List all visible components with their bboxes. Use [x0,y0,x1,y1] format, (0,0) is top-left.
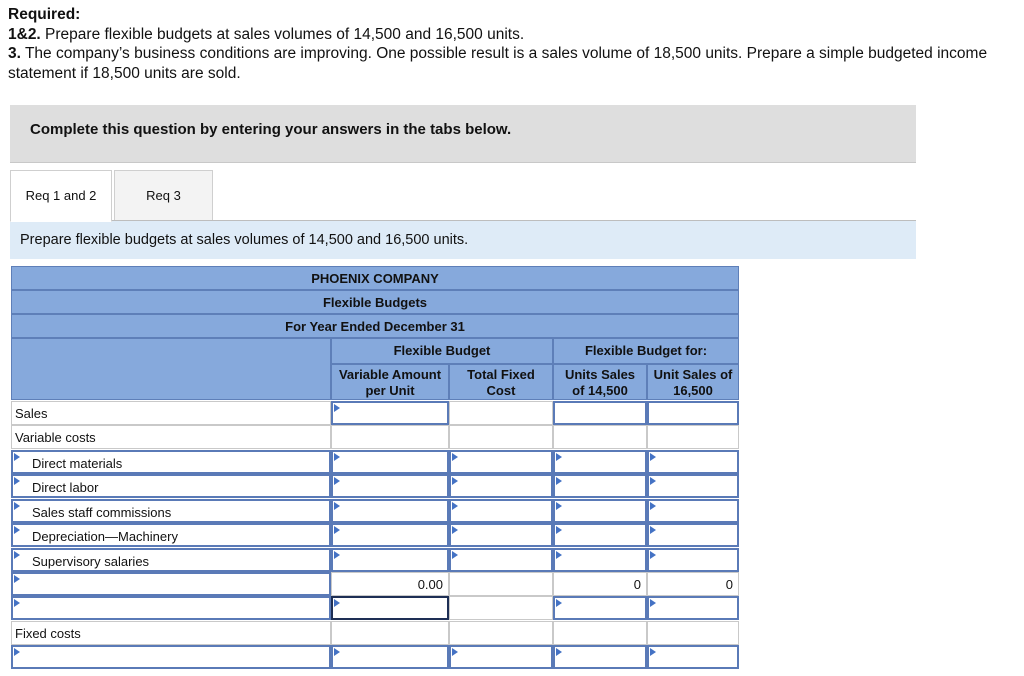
sales-staff-16500-input[interactable] [647,499,739,523]
cell [449,572,553,596]
input-marker-icon [556,477,562,485]
cell [331,621,449,645]
cell [449,401,553,425]
sales-staff-label-input[interactable] [11,499,331,523]
input-marker-icon [14,599,20,607]
input-marker-icon [334,648,340,656]
cell [647,621,739,645]
header-total-fixed-cost: Total Fixed Cost [449,364,553,400]
input-marker-icon [14,575,20,583]
company-name: PHOENIX COMPANY [11,266,739,290]
header-units-16500: Unit Sales of 16,500 [647,364,739,400]
fixed-cost-label-input[interactable] [11,645,331,669]
direct-labor-variable-input[interactable] [331,474,449,498]
tab-label: Req 3 [146,188,181,203]
input-marker-icon [452,477,458,485]
tab-instruction [10,221,916,259]
banner-text: Complete this question by entering your answers in the tabs below. [30,121,512,138]
table-row [11,474,739,498]
depreciation-fixed-input[interactable] [449,523,553,547]
margin-16500-input[interactable] [647,596,739,620]
header-variable-amount: Variable Amount per Unit [331,364,449,400]
sales-variable-input[interactable] [331,401,449,425]
input-marker-icon [334,551,340,559]
tab-instruction-text: Prepare flexible budgets at sales volumes of 14,500 and 16,500 units. [20,232,469,248]
input-marker-icon [14,453,20,461]
supervisory-14500-input[interactable] [553,548,647,572]
table-row [11,401,739,425]
tab-req-1-and-2[interactable] [10,170,112,222]
direct-labor-14500-input[interactable] [553,474,647,498]
row-label: Depreciation—Machinery [32,529,178,544]
row-label: Variable costs [11,425,331,449]
row-label: Fixed costs [11,621,331,645]
direct-materials-16500-input[interactable] [647,450,739,474]
supervisory-variable-input[interactable] [331,548,449,572]
group-flexible-budget: Flexible Budget [331,338,553,364]
table-row [11,450,739,474]
table-row [11,596,739,620]
input-marker-icon [452,502,458,510]
row-label: Sales staff commissions [32,505,172,520]
total-units-16500: 0 [647,572,739,596]
table-row [11,572,739,596]
direct-materials-14500-input[interactable] [553,450,647,474]
item1-text: Prepare flexible budgets at sales volumes of 14,500 and 16,500 units. [40,25,525,43]
input-marker-icon [334,599,340,607]
table-row [11,548,739,572]
fixed-cost-variable-input[interactable] [331,645,449,669]
input-marker-icon [14,502,20,510]
item1-number: 1&2. [8,25,41,43]
input-marker-icon [334,502,340,510]
label-column-header [11,338,331,400]
tab-req-3[interactable] [114,170,213,222]
sales-staff-14500-input[interactable] [553,499,647,523]
total-variable-amount: 0.00 [331,572,449,596]
required-instructions [8,5,1018,83]
input-marker-icon [14,526,20,534]
sales-staff-fixed-input[interactable] [449,499,553,523]
total-variable-label-input[interactable] [11,572,331,596]
item3-text: The company’s business conditions are improving. One possible result is a sales volume of 18,500 units. Prepare a simple budgeted income statement if 18,500 units are sold. [8,45,988,82]
statement-period: For Year Ended December 31 [11,314,739,338]
margin-14500-input[interactable] [553,596,647,620]
input-marker-icon [452,453,458,461]
margin-variable-input[interactable] [331,596,449,620]
sales-14500-input[interactable] [553,401,647,425]
group-flexible-budget-for: Flexible Budget for: [553,338,739,364]
input-marker-icon [452,648,458,656]
sales-staff-variable-input[interactable] [331,499,449,523]
supervisory-label-input[interactable] [11,548,331,572]
table-row [11,645,739,669]
fixed-cost-fixed-input[interactable] [449,645,553,669]
table-row [11,523,739,547]
required-heading: Required: [8,6,81,23]
cell [553,425,647,449]
row-label: Direct materials [32,456,123,471]
total-units-14500: 0 [553,572,647,596]
input-marker-icon [556,551,562,559]
cell [449,596,553,620]
instruction-banner [10,105,916,163]
statement-title: Flexible Budgets [11,290,739,314]
fixed-cost-14500-input[interactable] [553,645,647,669]
supervisory-fixed-input[interactable] [449,548,553,572]
table-row [11,499,739,523]
input-marker-icon [14,551,20,559]
input-marker-icon [556,453,562,461]
table-row [11,621,739,645]
depreciation-14500-input[interactable] [553,523,647,547]
sales-16500-input[interactable] [647,401,739,425]
direct-labor-label-input[interactable] [11,474,331,498]
item3-number: 3. [8,45,21,62]
cell [647,425,739,449]
cell [553,621,647,645]
input-marker-icon [650,453,656,461]
tab-label: Req 1 and 2 [25,188,97,203]
row-label: Direct labor [32,480,99,495]
supervisory-16500-input[interactable] [647,548,739,572]
cell [331,425,449,449]
input-marker-icon [556,599,562,607]
direct-labor-16500-input[interactable] [647,474,739,498]
input-marker-icon [14,648,20,656]
input-marker-icon [650,477,656,485]
input-marker-icon [334,477,340,485]
depreciation-16500-input[interactable] [647,523,739,547]
row-label: Sales [11,401,331,425]
input-marker-icon [334,404,340,412]
input-marker-icon [556,648,562,656]
direct-labor-fixed-input[interactable] [449,474,553,498]
row-label: Supervisory salaries [32,554,150,569]
input-marker-icon [14,477,20,485]
input-marker-icon [650,502,656,510]
flexible-budget-sheet [11,266,739,676]
header-units-14500: Units Sales of 14,500 [553,364,647,400]
input-marker-icon [334,453,340,461]
direct-materials-variable-input[interactable] [331,450,449,474]
cell [449,425,553,449]
cell [449,621,553,645]
input-marker-icon [650,526,656,534]
input-marker-icon [650,599,656,607]
input-marker-icon [452,551,458,559]
input-marker-icon [556,526,562,534]
direct-materials-fixed-input[interactable] [449,450,553,474]
table-row [11,425,739,449]
direct-materials-label-input[interactable] [11,450,331,474]
input-marker-icon [452,526,458,534]
margin-label-input[interactable] [11,596,331,620]
input-marker-icon [556,502,562,510]
fixed-cost-16500-input[interactable] [647,645,739,669]
input-marker-icon [650,551,656,559]
depreciation-label-input[interactable] [11,523,331,547]
input-marker-icon [650,648,656,656]
depreciation-variable-input[interactable] [331,523,449,547]
input-marker-icon [334,526,340,534]
